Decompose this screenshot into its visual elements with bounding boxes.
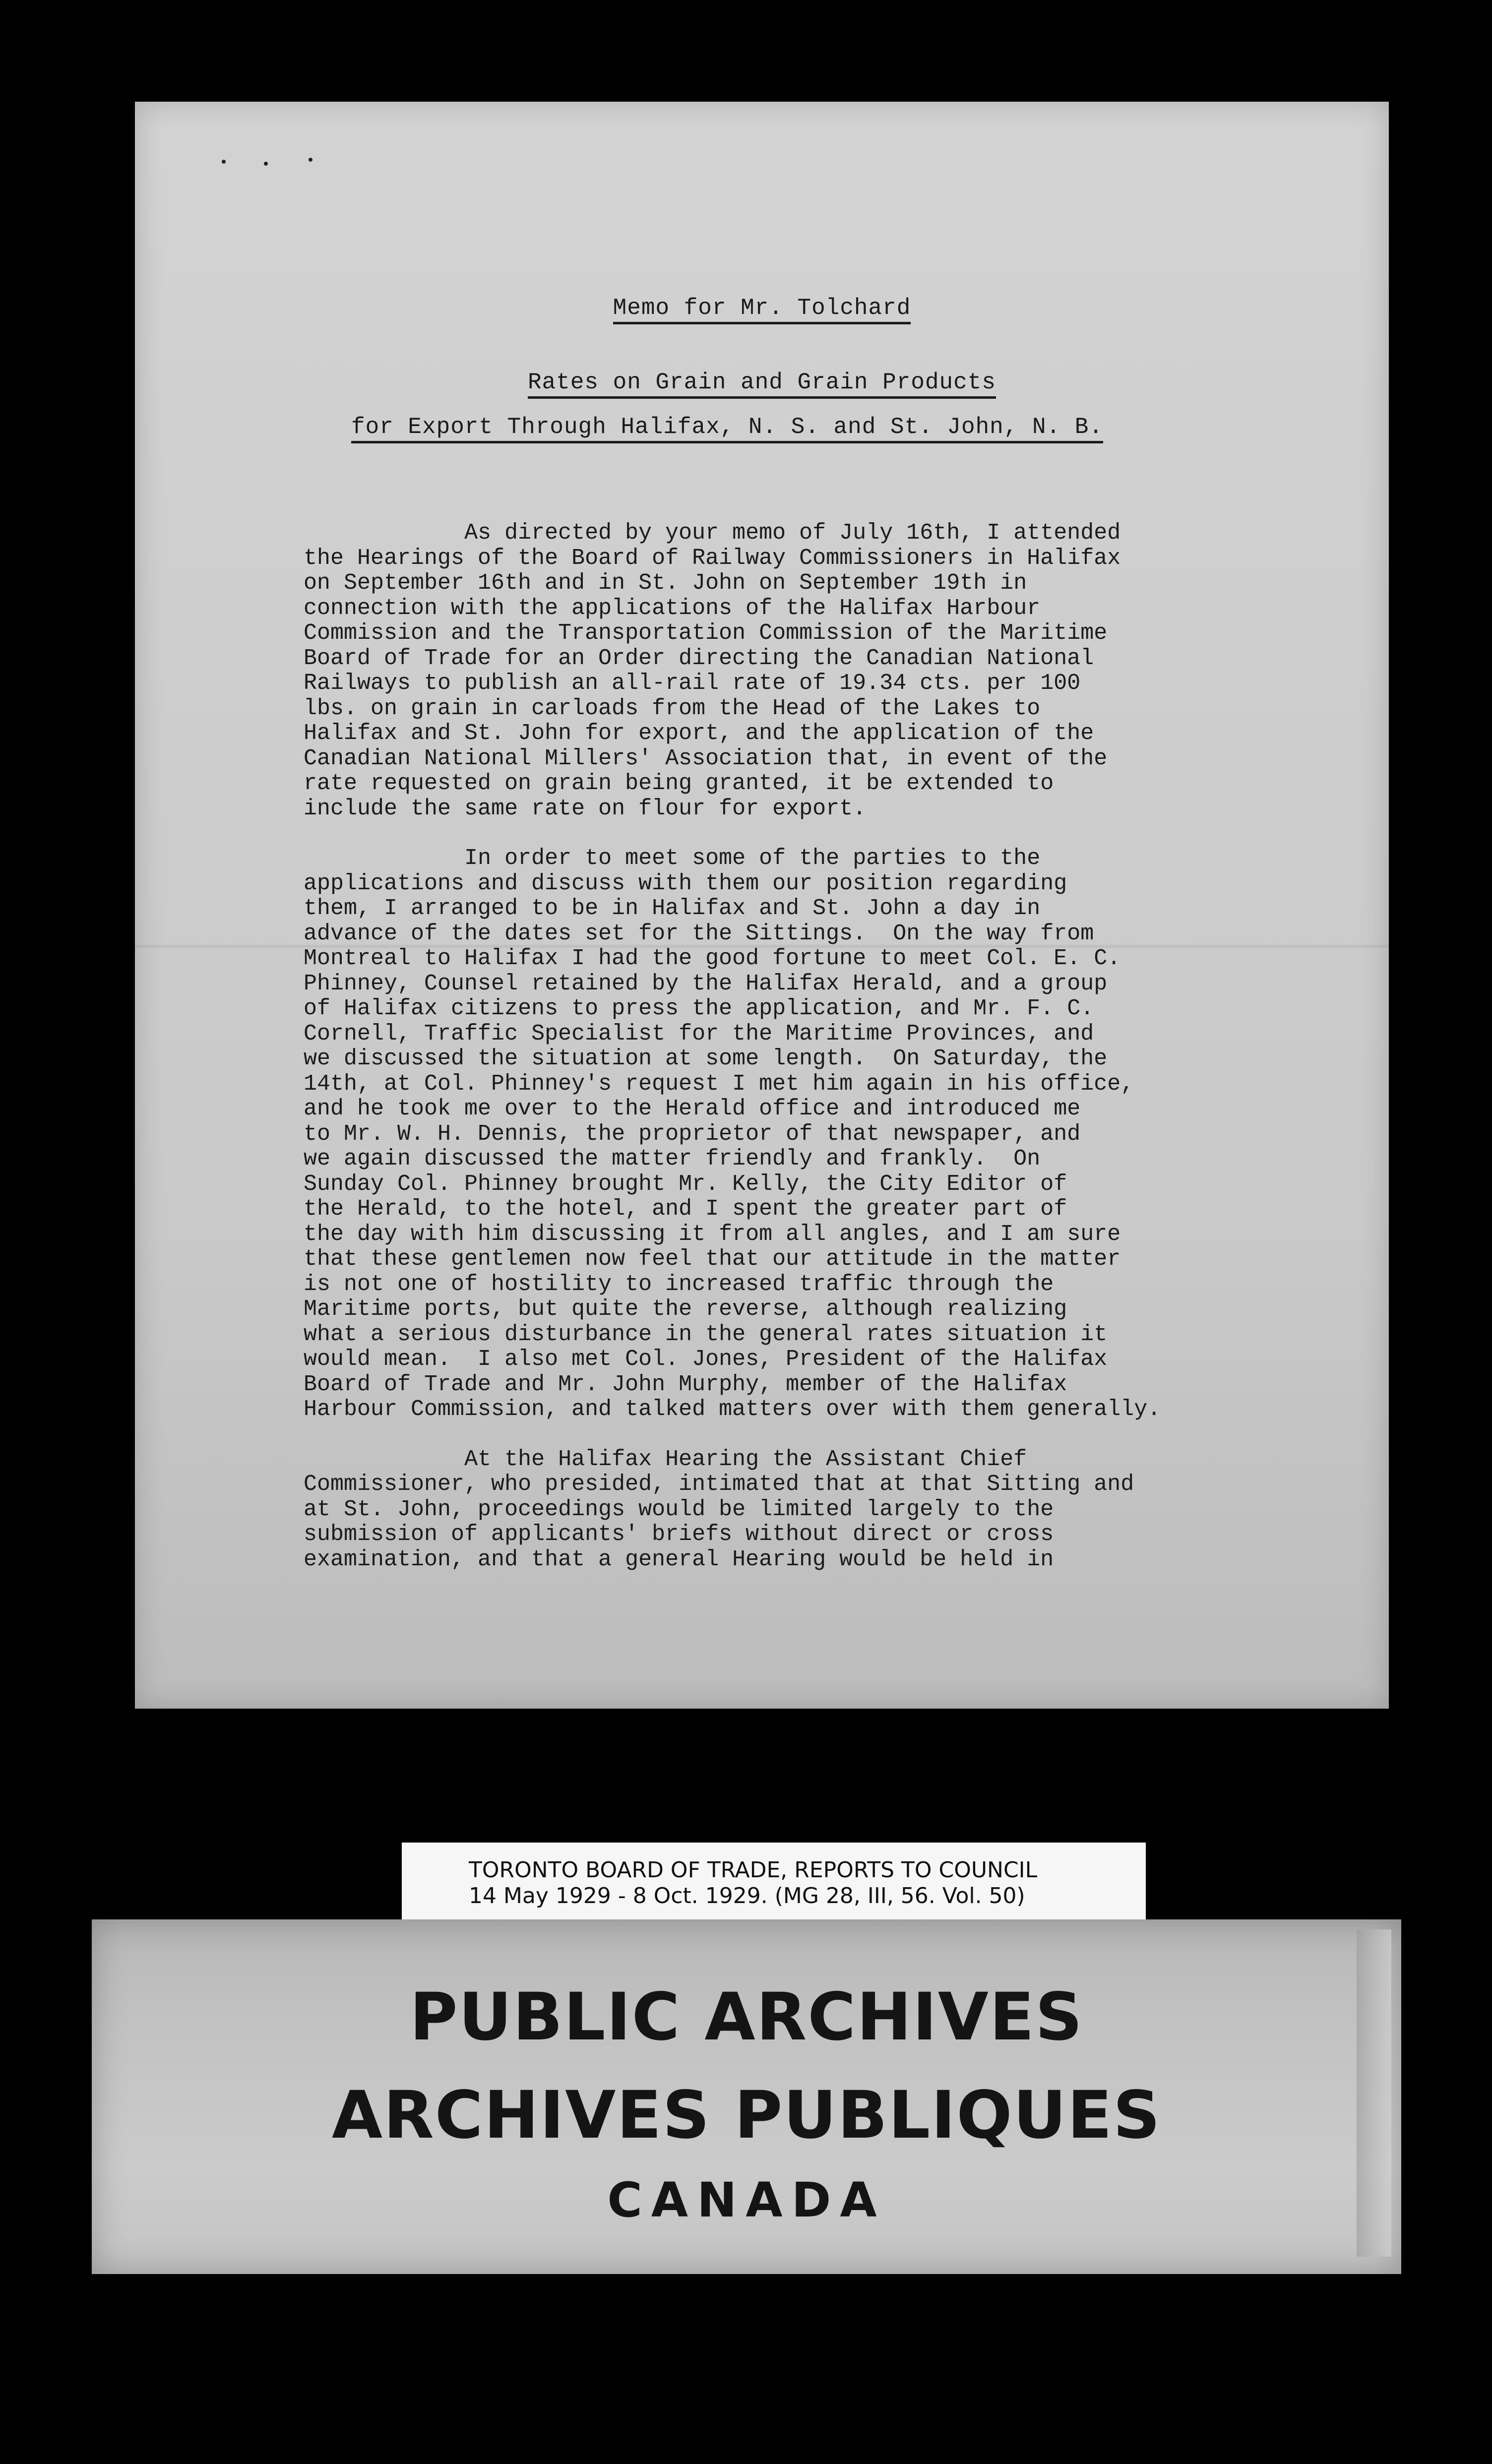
memo-subject-line-1-text: Rates on Grain and Grain Products <box>528 370 996 399</box>
paper-speck <box>222 160 226 164</box>
banner-line-archives-publiques: ARCHIVES PUBLIQUES <box>331 2077 1161 2154</box>
memo-subject-line-2-text: for Export Through Halifax, N. S. and St. John, N. B. <box>351 414 1103 443</box>
memo-paragraph: As directed by your memo of July 16th, I attended the Hearings of the Board of Railway Commissioners in Halifax on September 16th and in St. John on September 19th in connection with the applications of the Halifax Harbour Commission and the Transportation Commission of the Maritime Board of Trade for an Order directing the Canadian National Railways to publish an all-rail rate of 19.34 cts. per 100 lbs. on grain in carloads from the Head of the Lakes to Halifax and St. John for export, and the application of the Canadian National Millers' Association that, in event of the rate requested on grain being granted, it be extended to include the same rate on flour for export. <box>304 520 1121 821</box>
banner-line-public-archives: PUBLIC ARCHIVES <box>409 1979 1084 2055</box>
paper-speck <box>309 158 312 162</box>
public-archives-banner <box>92 1919 1401 2274</box>
memo-paragraph: In order to meet some of the parties to the applications and discuss with them our position regarding them, I arranged to be in Halifax and St. John a day in advance of the dates set for the Sittings. On the way from Montreal to Halifax I had the good fortune to meet Col. E. C. Phinney, Counsel retained by the Halifax Herald, and a group of Halifax citizens to press the application, and Mr. F. C. Cornell, Traffic Specialist for the Maritime Provinces, and we discussed the situation at some length. On Saturday, the 14th, at Col. Phinney's request I met him again in his office, and he took me over to the Herald office and introduced me to Mr. W. H. Dennis, the proprietor of that newspaper, and we again discussed the matter friendly and frankly. On Sunday Col. Phinney brought Mr. Kelly, the City Editor of the Herald, to the hotel, and I spent the greater part of the day with him discussing it from all angles, and I am sure that these gentlemen now feel that our attitude in the matter is not one of hostility to increased traffic through the Maritime ports, but quite the reverse, although realizing what a serious disturbance in the general rates situation it would mean. I also met Col. Jones, President of the Halifax Board of Trade and Mr. John Murphy, member of the Halifax Harbour Commission, and talked matters over with them generally. <box>304 846 1161 1422</box>
banner-line-canada: CANADA <box>607 2172 886 2228</box>
paper-specks <box>222 154 321 174</box>
memo-body <box>304 521 1335 1597</box>
archive-reference-label <box>402 1843 1146 1922</box>
memo-subject-line-1 <box>135 370 1389 395</box>
memo-paragraph: At the Halifax Hearing the Assistant Chief Commissioner, who presided, intimated that at that Sitting and at St. John, proceedings would be limited largely to the submission of applicants' briefs without direct or cross examination, and that a general Hearing would be held in <box>304 1446 1134 1572</box>
memo-title <box>135 295 1389 321</box>
memo-subject-line-2 <box>100 414 1354 440</box>
archive-label-line-2: 14 May 1929 - 8 Oct. 1929. (MG 28, III, 56. Vol. 50) <box>469 1883 1025 1909</box>
memo-page <box>135 102 1389 1709</box>
paper-speck <box>264 162 268 166</box>
memo-title-text: Memo for Mr. Tolchard <box>613 295 911 324</box>
archive-label-line-1: TORONTO BOARD OF TRADE, REPORTS TO COUNCIL <box>469 1857 1038 1883</box>
